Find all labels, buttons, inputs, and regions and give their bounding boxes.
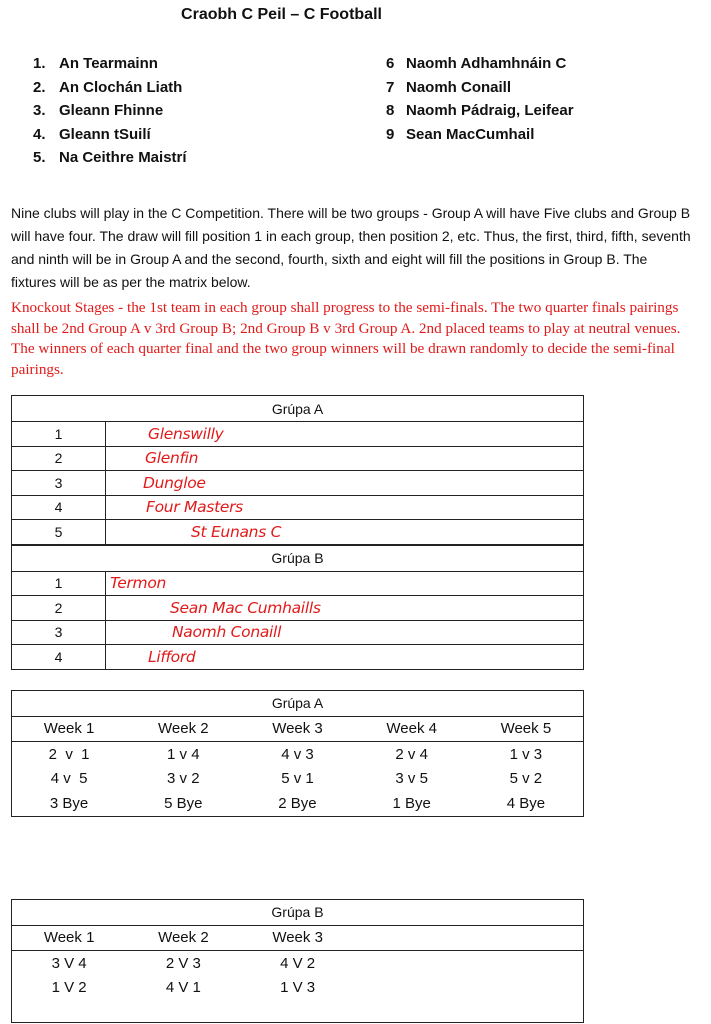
table-row: 5 St Eunans C [12,520,584,545]
team-name: Glenfin [106,446,584,471]
table-row [12,976,584,1001]
club-list-item: 1. An Tearmainn [33,55,158,72]
week-header: Week 2 [126,925,240,951]
page-title: Craobh C Peil – C Football [181,6,382,23]
team-name: Dungloe [106,471,584,496]
club-list-item: 3. Gleann Fhinne [33,102,164,119]
week-header: Week 1 [12,925,127,951]
fixture-cell: 4 V 2 [280,954,316,972]
fixture-cell: 2 V 3 [165,954,201,972]
group-a-header: Grúpa A [12,396,584,422]
week-header: Week 3 [240,716,354,742]
fixture-cell: 2 v 4 [395,745,428,763]
club-list-item: 6 Naomh Adhamhnáin C [386,55,567,72]
team-name: Naomh Conaill [106,620,584,645]
fixture-cell: 3 v 5 [395,770,428,788]
fixture-cell: 3 Bye [49,794,89,812]
knockout-paragraph: Knockout Stages - the 1st team in each group shall progress to the semi-finals. The two quarter finals pairings shall be 2nd Group A v 3rd Group B; 2nd Group B v 3rd Group A. 2nd placed teams to play at neutral venues. The winners of each quarter final and the two group winners will be drawn randomly to decide the semi-final pairings. [11,299,681,378]
club-list-left [33,52,187,170]
fixtures-group-b-table [11,899,584,1023]
fixture-cell: 4 v 5 [50,770,88,788]
week-header: Week 1 [12,716,127,742]
draw-table [11,395,584,670]
intro-paragraph: Nine clubs will play in the C Competition. There will be two groups - Group A will have Five clubs and Group B will have four. The draw will fill position 1 in each group, then position 2, etc. Thus, the first, third, fifth, seventh and ninth will be in Group A and the second, fourth, sixth and eight will fill the positions in Group B. The fixtures will be as per the matrix below. [11,205,691,290]
week-header: Week 3 [241,925,355,951]
table-row [12,767,584,792]
table-row: 2 Glenfin [12,446,584,471]
fixtures-group-a-table [11,690,584,817]
team-name: Termon [106,571,584,596]
group-b-header: Grúpa B [12,545,584,572]
team-name: Four Masters [106,495,584,520]
fixture-cell: 2 Bye [278,794,317,812]
fixture-cell: 4 V 1 [165,979,201,997]
week-header: Week 2 [126,716,240,742]
club-list-item: 4. Gleann tSuilí [33,125,151,143]
week-header: Week 4 [355,716,469,742]
fixture-cell: 5 v 1 [281,770,314,788]
club-list-item: 9 Sean MacCumhail [386,125,535,143]
table-row: 4 Lifford [12,645,584,670]
table-row: 1 Termon [12,571,584,596]
fixture-cell: 3 v 2 [167,770,200,788]
fixture-cell: 4 v 3 [281,745,314,763]
fixture-cell: 1 v 4 [167,745,200,763]
table-row: 4 Four Masters [12,495,584,520]
club-list-item: 2. An Clochán Liath [33,78,183,96]
table-row: 1 Glenswilly [12,422,584,447]
fixture-cell: 3 V 4 [51,954,87,972]
club-list-right [386,52,574,146]
fixture-cell: 5 Bye [164,794,203,812]
club-list-item: 8 Naomh Pádraig, Leifear [386,102,574,119]
team-name: Glenswilly [106,422,584,447]
team-name: Sean Mac Cumhaills [106,596,584,621]
fixture-cell: 1 Bye [392,794,431,812]
fixtures-a-header: Grúpa A [12,691,584,717]
club-list-item: 7 Naomh Conaill [386,78,512,96]
table-row [12,791,584,816]
table-row: 3 Naomh Conaill [12,620,584,645]
club-list-item: 5. Na Ceithre Maistrí [33,149,187,166]
table-row [12,742,584,767]
fixture-cell: 5 v 2 [509,770,543,788]
week-header: Week 5 [469,716,584,742]
table-row [12,951,584,976]
fixture-cell: 1 V 2 [51,979,87,997]
table-row: 2 Sean Mac Cumhaills [12,596,584,621]
fixture-cell: 4 Bye [506,794,546,812]
fixture-cell: 2 v 1 [48,745,90,763]
team-name: St Eunans C [106,520,584,545]
fixture-cell: 1 V 3 [280,979,316,997]
team-name: Lifford [148,647,196,666]
fixture-cell: 1 v 3 [509,745,543,763]
fixtures-b-header: Grúpa B [12,900,584,926]
table-row: 3 Dungloe [12,471,584,496]
